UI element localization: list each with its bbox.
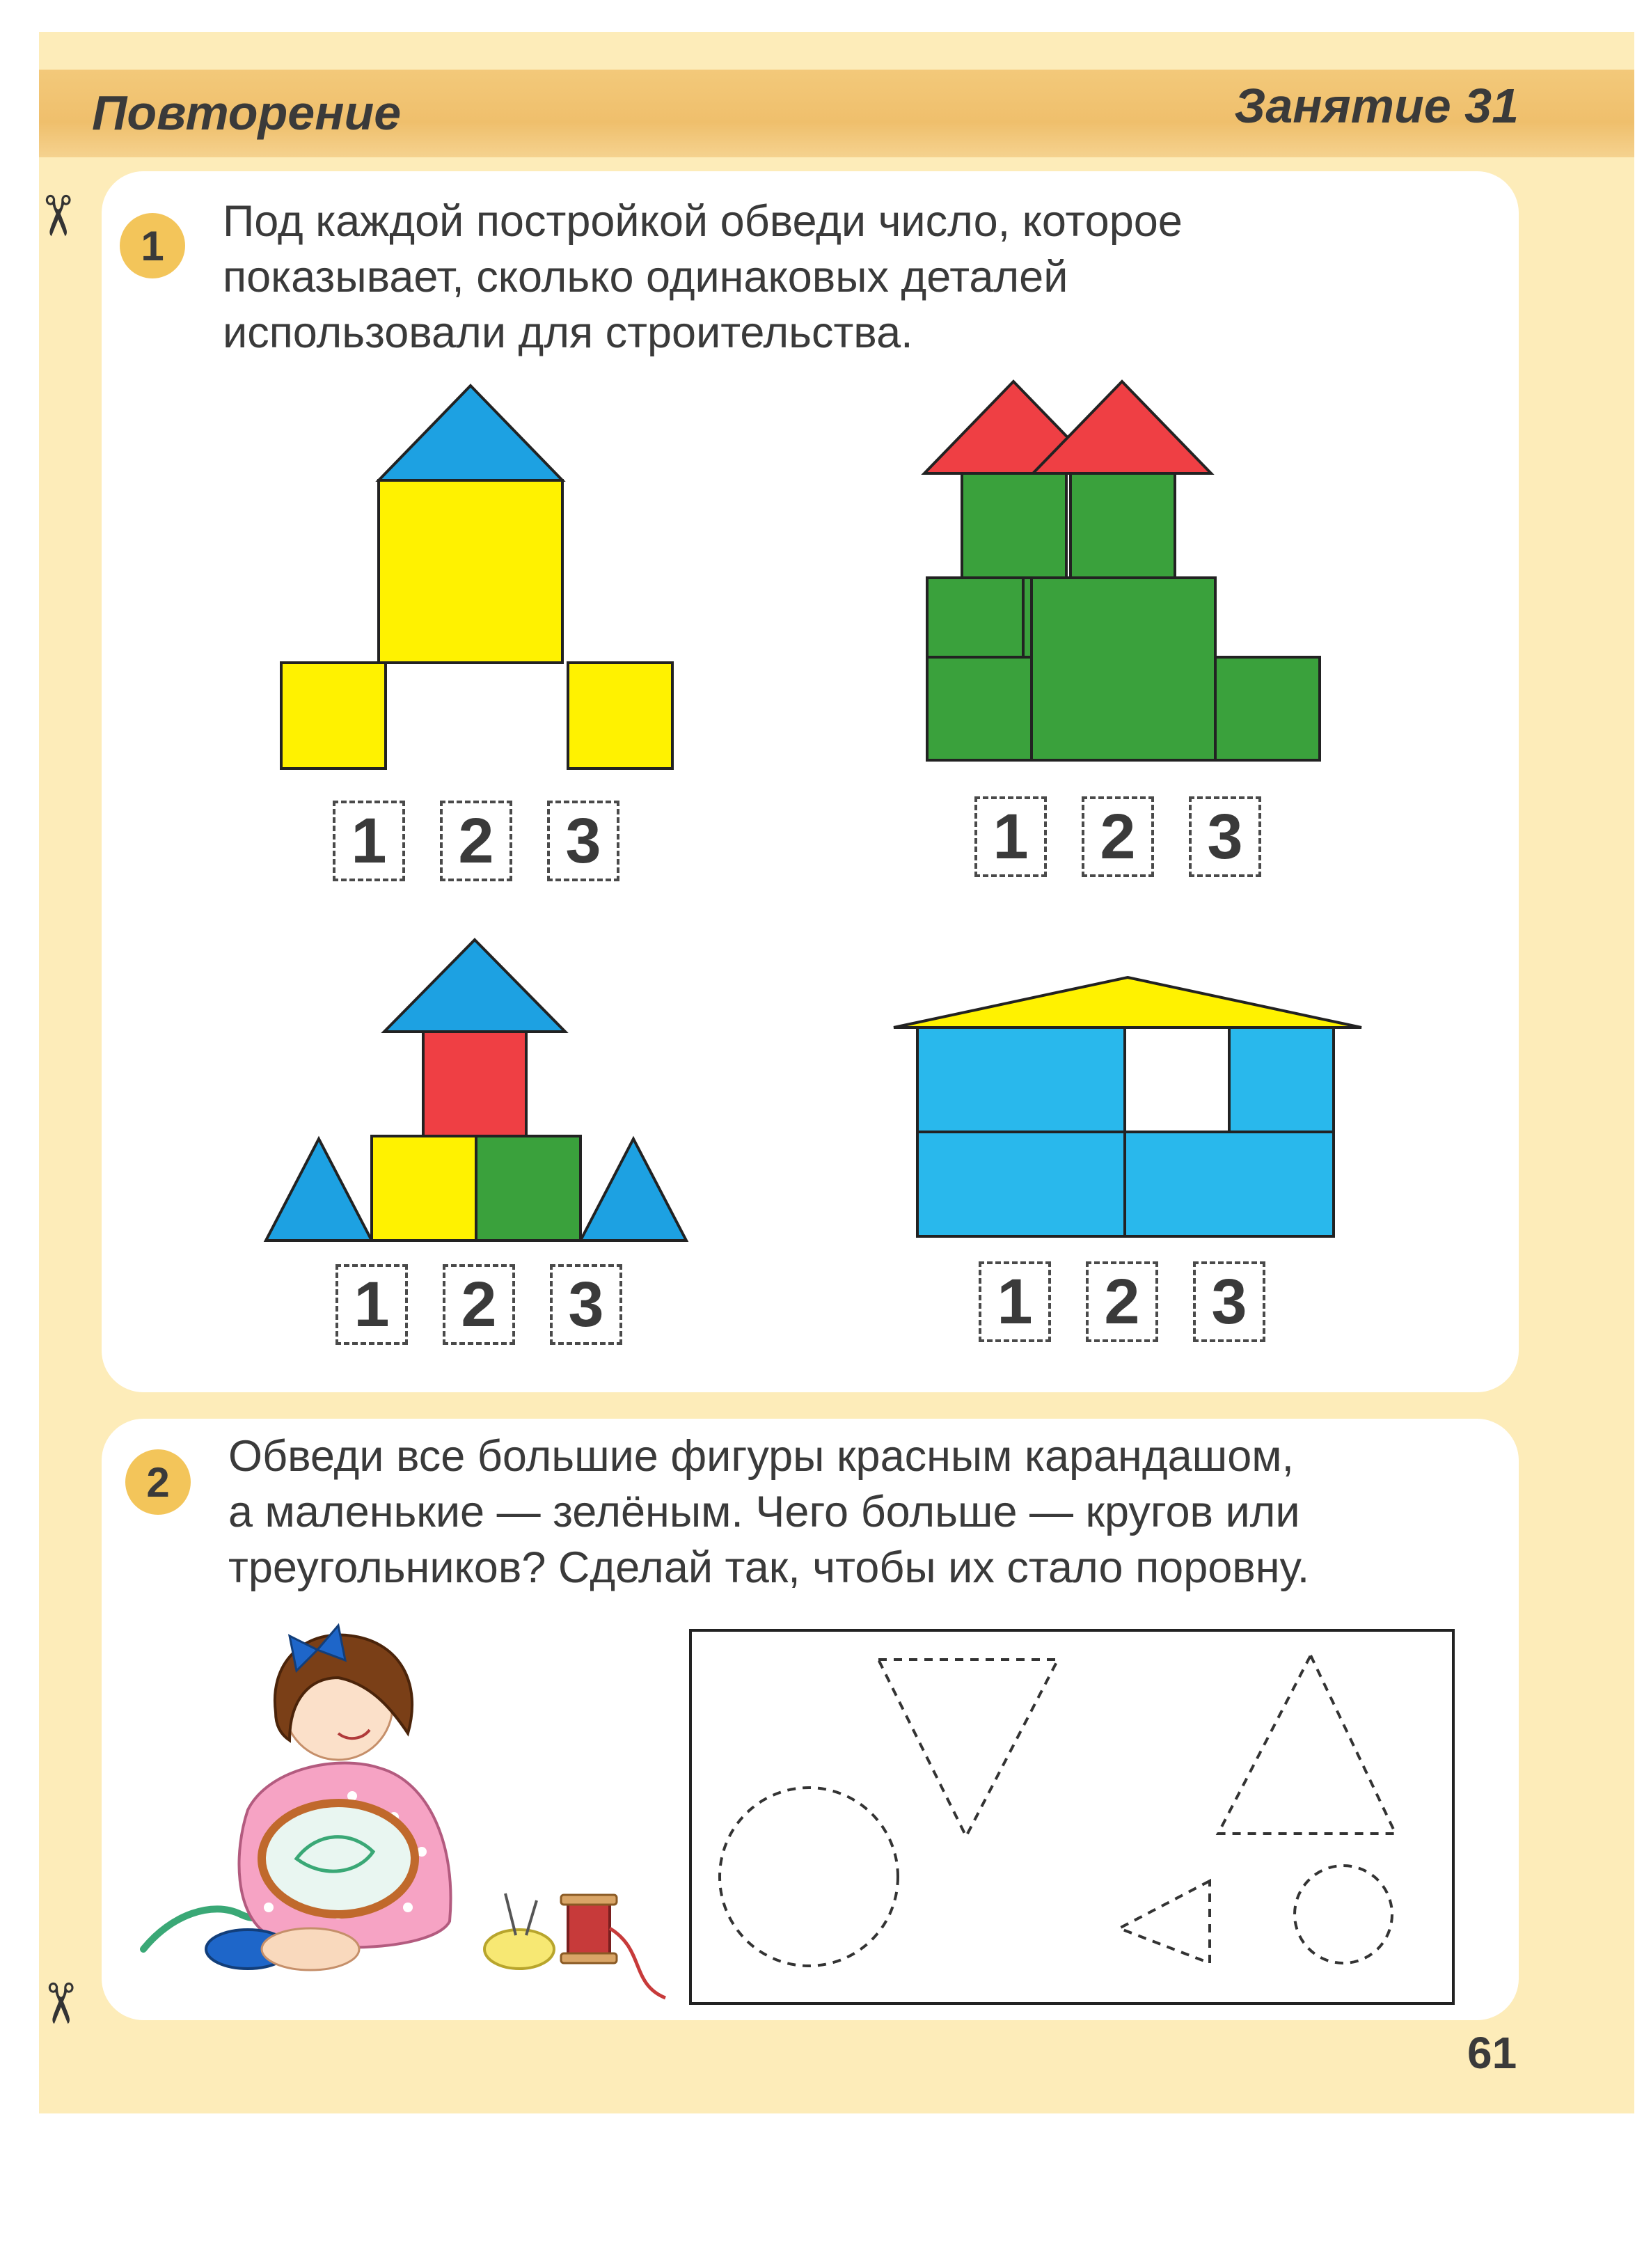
task-2-number-badge: 2 <box>125 1449 191 1515</box>
green-square <box>476 1136 580 1241</box>
scissors-icon: ✂ <box>26 192 88 239</box>
choice-box-3[interactable]: 3 <box>547 801 619 881</box>
girl-embroidering-illustration <box>129 1622 672 2012</box>
yellow-large-square <box>379 480 562 663</box>
choice-box-2[interactable]: 2 <box>1086 1261 1158 1342</box>
lesson-title: Занятие 31 <box>1234 79 1519 133</box>
white-window <box>1125 1027 1229 1132</box>
choice-box-2[interactable]: 2 <box>443 1264 515 1345</box>
green-base-middle <box>1032 578 1215 760</box>
spool-bottom <box>561 1953 617 1963</box>
building-3 <box>258 930 703 1257</box>
yellow-small-square-right <box>568 663 672 769</box>
red-square <box>423 1032 526 1136</box>
page-number: 61 <box>1467 2028 1517 2078</box>
building-1 <box>271 376 689 780</box>
choice-box-3[interactable]: 3 <box>1189 796 1261 877</box>
leg <box>262 1928 359 1970</box>
yellow-square <box>372 1136 476 1241</box>
choice-box-2[interactable]: 2 <box>1082 796 1154 877</box>
scissors-icon: ✂ <box>29 1980 91 2027</box>
pincushion <box>484 1930 554 1969</box>
choice-box-3[interactable]: 3 <box>1193 1261 1265 1342</box>
task-1-line: показывает, сколько одинаковых деталей <box>223 253 1068 301</box>
choice-box-1[interactable]: 1 <box>333 801 405 881</box>
section-title: Повторение <box>92 86 402 140</box>
task-1-number-badge: 1 <box>120 213 185 278</box>
green-base-right <box>1215 657 1320 760</box>
green-base-left <box>927 657 1032 760</box>
blue-triangle-right <box>580 1139 686 1241</box>
blue-triangle-roof <box>379 386 562 480</box>
building-4 <box>891 969 1371 1247</box>
task-1-line: Под каждой постройкой обведи число, которое <box>223 197 1183 246</box>
choice-box-3[interactable]: 3 <box>550 1264 622 1345</box>
shapes-frame <box>690 1630 1453 2003</box>
task-2-line: треугольников? Сделай так, чтобы их стало поровну. <box>228 1543 1310 1592</box>
building-2-base <box>919 372 1350 775</box>
choice-box-2[interactable]: 2 <box>440 801 512 881</box>
choice-box-1[interactable]: 1 <box>974 796 1047 877</box>
thread-spool <box>568 1900 610 1956</box>
blue-rect-bottom-left <box>917 1132 1125 1236</box>
dashed-shapes-box <box>689 1629 1455 2005</box>
blue-triangle-top <box>384 940 565 1032</box>
task-1-instructions <box>223 194 1183 361</box>
blue-square-top-right <box>1229 1027 1334 1132</box>
choice-box-1[interactable]: 1 <box>335 1264 408 1345</box>
task-2-instructions <box>228 1428 1309 1596</box>
red-thread <box>610 1928 665 1998</box>
embroidery-hoop <box>262 1803 415 1914</box>
task-2-line: а маленькие — зелёным. Чего больше — кругов или <box>228 1488 1300 1536</box>
task-2-line: Обведи все большие фигуры красным карандашом, <box>228 1432 1295 1481</box>
choice-box-1[interactable]: 1 <box>979 1261 1051 1342</box>
blue-triangle-left <box>266 1139 372 1241</box>
spool-top <box>561 1895 617 1905</box>
yellow-roof <box>894 977 1361 1027</box>
blue-rect-bottom-right <box>1125 1132 1334 1236</box>
blue-rect-top-left <box>917 1027 1125 1132</box>
yellow-small-square-left <box>281 663 386 769</box>
task-1-line: использовали для строительства. <box>223 308 913 357</box>
red-roof-triangle <box>1033 381 1211 473</box>
green-tower-square <box>1071 473 1175 578</box>
